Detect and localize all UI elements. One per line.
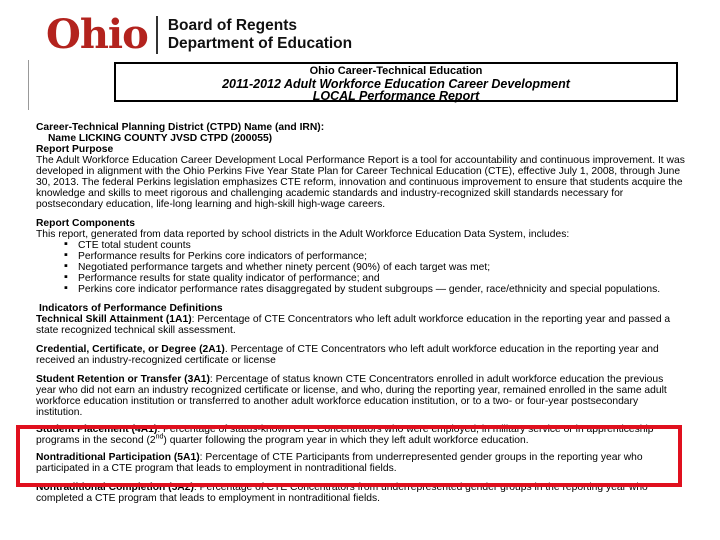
purpose-text: The Adult Workforce Education Career Development Local Performance Report is a tool for accountability and continuous improvement. It was developed in alignment with the Ohio Perkins Five Year State Plan for Career Technical Education (CTE), effective July 1, 2008, through June 30, 2013. The federal Perkins legislation emphasizes CTE reform, innovation and continuous improvement to ensure that students acquire the knowledge and skills to meet rigorous and challenging academic standards and industry-recognized skill standards necessary for postsecondary education, life-long learning and high-skill high-wage careers. — [36, 155, 685, 210]
definition-2a1 — [36, 344, 686, 366]
definition-5a2 — [36, 482, 686, 504]
components-heading: Report Components — [36, 218, 135, 229]
definition-3a1 — [36, 374, 686, 418]
ohio-wordmark: Ohio — [46, 11, 148, 58]
list-item: ▪ Negotiated performance targets and whether ninety percent (90%) of each target was met; — [64, 262, 686, 273]
report-title-line2: 2011-2012 Adult Workforce Education Career Development — [222, 76, 570, 91]
logo-line-regents: Board of Regents — [167, 17, 297, 34]
definition-1a1 — [36, 314, 686, 336]
report-title-line1: Ohio Career-Technical Education — [309, 65, 483, 77]
definition-text: : Percentage of CTE Concentrators who left adult workforce education in the reporting year and passed a state recognized technical skill assessment. — [36, 314, 671, 336]
definition-term: Student Retention or Transfer (3A1) — [36, 374, 210, 385]
definition-text: : Percentage of status known CTE Concentrators enrolled in adult workforce education the previous year who did not earn an industry recognized certificate or license, and who, during the reporting year, remained enrolled in the same adult workforce education institution or transferred to another adult workforce education institution, or to a two- or four-year postsecondary institution. — [36, 374, 667, 418]
definition-text-cont: ) quarter following the program year in which they left adult workforce education. — [163, 435, 529, 446]
definition-text: . Percentage of CTE Concentrators who left adult workforce education in the reporting year and received an industry-recognized certificate or license — [36, 344, 659, 366]
list-item: ▪ Performance results for Perkins core indicators of performance; — [64, 251, 686, 262]
report-body — [36, 122, 686, 504]
definition-text: : Percentage of CTE Participants from underrepresented gender groups in the reporting year who participated in a CTE program that leads to employment in nontraditional fields. — [36, 452, 643, 474]
list-item: ▪ CTE total student counts — [64, 240, 686, 251]
definition-5a1 — [36, 452, 686, 474]
report-title-box — [114, 62, 678, 102]
report-title-line3: LOCAL Performance Report — [312, 89, 480, 103]
logo-line-education: Department of Education — [167, 35, 353, 52]
page-edge-rule — [28, 60, 29, 110]
logo-divider — [156, 16, 158, 54]
superscript-nd: nd — [155, 433, 164, 441]
components-list — [36, 240, 686, 295]
definitions-heading: Indicators of Performance Definitions — [39, 303, 223, 314]
list-item: ▪ Perkins core indicator performance rates disaggregated by student subgroups — gender, race/ethnicity and special populations. — [64, 284, 686, 295]
list-item: ▪ Performance results for state quality indicator of performance; and — [64, 273, 686, 284]
components-intro: This report, generated from data reported by school districts in the Adult Workforce Education Data System, includes: — [36, 229, 570, 240]
definition-4a1 — [36, 424, 686, 446]
district-name: Name LICKING COUNTY JVSD CTPD (200055) — [48, 133, 273, 144]
definition-term: Credential, Certificate, or Degree (2A1) — [36, 344, 225, 355]
header-logo — [46, 12, 352, 58]
district-heading: Career-Technical Planning District (CTPD) Name (and IRN): — [36, 122, 325, 133]
logo-agency-names — [168, 17, 352, 53]
definition-term: Nontraditional Completion (5A2) — [36, 482, 194, 493]
definition-term: Student Placement (4A1) — [36, 424, 158, 435]
report-document — [28, 60, 690, 540]
definition-term: Nontraditional Participation (5A1) — [36, 452, 200, 463]
definition-text: : Percentage of status-known CTE Concentrators who were employed, in military service or in apprenticeship programs in the second (2 — [36, 424, 654, 446]
definition-term: Technical Skill Attainment (1A1) — [36, 314, 192, 325]
purpose-heading: Report Purpose — [36, 144, 114, 155]
definition-text: : Percentage of CTE Concentrators from underrepresented gender groups in the reporting year who completed a CTE program that leads to employment in nontraditional fields. — [36, 482, 648, 504]
